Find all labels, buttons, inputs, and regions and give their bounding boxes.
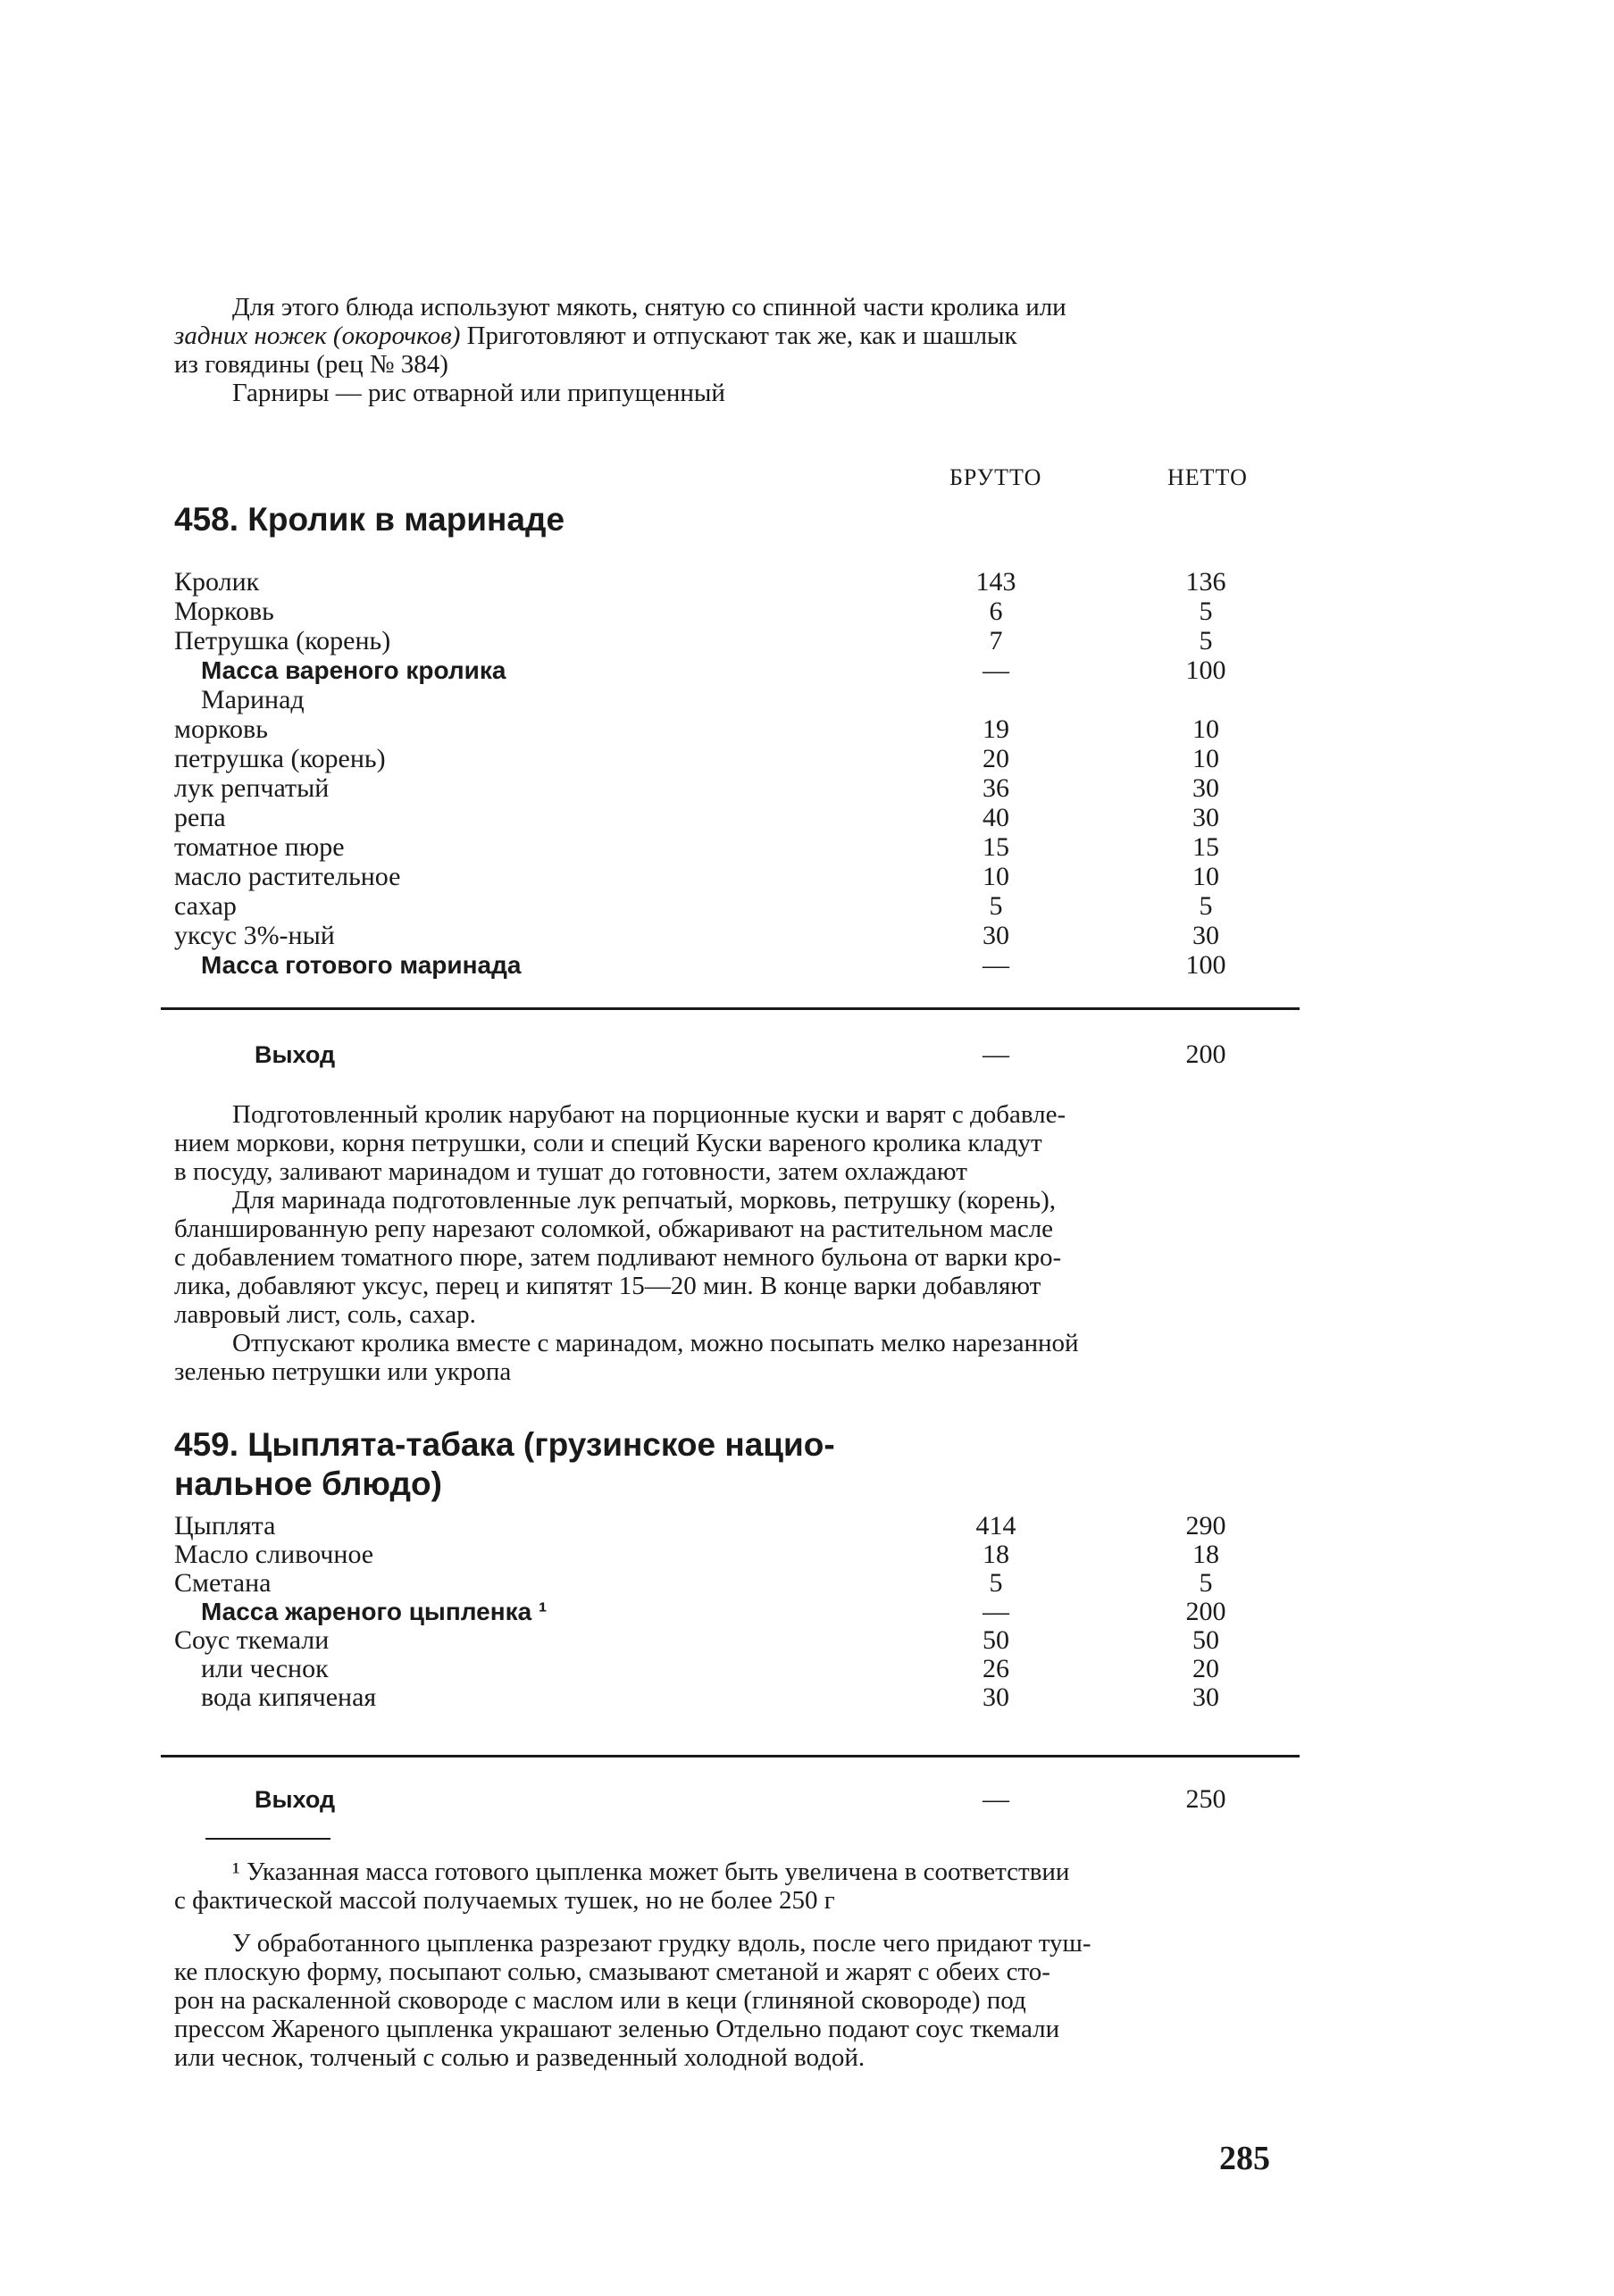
- ingredient-name: Сметана: [174, 1568, 272, 1598]
- yield-label: Выход: [255, 1786, 336, 1813]
- title-line: 459. Цыплята-табака (грузинское нацио-: [174, 1426, 835, 1463]
- intro-line: Для этого блюда используют мякоть, снятую со спинной части кролика или: [232, 293, 1066, 321]
- ingredient-name: масло растительное: [174, 862, 401, 891]
- ingredient-name: Соус ткемали: [174, 1625, 330, 1655]
- table-row: [174, 626, 1291, 655]
- ingredient-name: Масса готового маринада: [201, 951, 522, 979]
- brutto-value: 36: [983, 773, 1009, 803]
- netto-value: 136: [1185, 567, 1226, 597]
- brutto-value: —: [983, 1597, 1009, 1626]
- recipe-458-marinade-paragraph: [174, 1186, 1286, 1329]
- garnish-line: Гарниры — рис отварной или припущенный: [232, 379, 725, 407]
- ingredient-name: Кролик: [174, 567, 260, 597]
- recipe-458-method-paragraph: [174, 1100, 1286, 1186]
- netto-value: 50: [1192, 1625, 1219, 1655]
- netto-value: 250: [1185, 1784, 1226, 1814]
- netto-value: 30: [1192, 803, 1219, 832]
- text-line: или чеснок, толченый с солью и разведенный холодной водой.: [174, 2043, 866, 2072]
- netto-value: 100: [1185, 655, 1226, 685]
- netto-value: 200: [1185, 1597, 1226, 1626]
- ingredient-name: томатное пюре: [174, 832, 345, 862]
- brutto-value: 18: [983, 1540, 1009, 1569]
- footnote-rule: [205, 1838, 330, 1840]
- netto-value: 10: [1192, 862, 1219, 891]
- brutto-value: 10: [983, 862, 1009, 891]
- ingredient-name: или чеснок: [201, 1654, 329, 1683]
- netto-value: 200: [1185, 1039, 1226, 1069]
- table-row: [174, 655, 1291, 685]
- recipe-458-serving-paragraph: [174, 1329, 1286, 1386]
- netto-value: 5: [1199, 1568, 1213, 1598]
- footnote-line: ¹ Указанная масса готового цыпленка может быть увеличена в соответствии: [232, 1858, 1070, 1886]
- table-rule: [161, 1755, 1300, 1757]
- text-line: нием моркови, корня петрушки, соли и специй Куски вареного кролика кладут: [174, 1129, 1042, 1157]
- brutto-value: 30: [983, 921, 1009, 950]
- table-row: [174, 803, 1291, 832]
- recipe-459-method-paragraph: [174, 1929, 1286, 2072]
- brutto-value: 5: [989, 891, 1003, 921]
- table-row: [174, 891, 1291, 921]
- text-line: лавровый лист, соль, сахар.: [174, 1300, 476, 1329]
- table-row: [174, 1540, 1291, 1569]
- table-row: [174, 832, 1291, 862]
- table-row: [174, 1511, 1291, 1540]
- brutto-value: 15: [983, 832, 1009, 862]
- brutto-value: —: [983, 655, 1009, 685]
- table-row: [174, 1597, 1291, 1626]
- table-row: [174, 714, 1291, 744]
- netto-value: 10: [1192, 714, 1219, 744]
- text-line: рон на раскаленной сковороде с маслом или в кеци (глиняной сковороде) под: [174, 1986, 1026, 2015]
- table-row: [174, 1625, 1291, 1655]
- text-line: в посуду, заливают маринадом и тушат до готовности, затем охлаждают: [174, 1157, 967, 1186]
- intro-italic-text: задних ножек (окорочков): [174, 321, 461, 350]
- table-row: [174, 1654, 1291, 1683]
- netto-value: 30: [1192, 921, 1219, 950]
- ingredient-name: петрушка (корень): [174, 744, 386, 773]
- text-line: лика, добавляют уксус, перец и кипятят 15—20 мин. В конце варки добавляют: [174, 1272, 1041, 1300]
- brutto-value: 26: [983, 1654, 1009, 1683]
- ingredient-name: репа: [174, 803, 226, 832]
- table-row: [174, 567, 1291, 597]
- netto-value: 5: [1199, 626, 1213, 655]
- table-row: [174, 773, 1291, 803]
- yield-label: Выход: [255, 1041, 336, 1068]
- brutto-value: 7: [989, 626, 1003, 655]
- netto-value: 18: [1192, 1540, 1219, 1569]
- intro-line: из говядины (рец № 384): [174, 350, 448, 379]
- table-row: [174, 1568, 1291, 1598]
- ingredient-name: Петрушка (корень): [174, 626, 391, 655]
- netto-value: 100: [1185, 950, 1226, 980]
- brutto-value: 40: [983, 803, 1009, 832]
- ingredient-name: лук репчатый: [174, 773, 330, 803]
- text-line: ке плоскую форму, посыпают солью, смазывают сметаной и жарят с обеих сто-: [174, 1958, 1050, 1986]
- recipe-458-title: 458. Кролик в маринаде: [174, 501, 565, 538]
- table-row: [174, 685, 1291, 714]
- netto-value: 10: [1192, 744, 1219, 773]
- netto-value: 20: [1192, 1654, 1219, 1683]
- recipe-459-yield-row: [174, 1783, 1291, 1816]
- netto-value: 290: [1185, 1511, 1226, 1540]
- table-row: [174, 744, 1291, 773]
- ingredient-group-name: Маринад: [201, 685, 305, 714]
- brutto-value: 414: [975, 1511, 1016, 1540]
- text-line: Для маринада подготовленные лук репчатый, морковь, петрушку (корень),: [232, 1186, 1057, 1215]
- netto-value: 5: [1199, 891, 1213, 921]
- text-line: Отпускают кролика вместе с маринадом, можно посыпать мелко нарезанной: [232, 1329, 1079, 1357]
- table-row: [174, 921, 1291, 950]
- brutto-header: БРУТТО: [949, 464, 1042, 490]
- recipe-458-yield-row: [174, 1039, 1291, 1071]
- page-number: 285: [1219, 2140, 1270, 2177]
- netto-value: 30: [1192, 773, 1219, 803]
- netto-value: 30: [1192, 1682, 1219, 1712]
- brutto-value: 50: [983, 1625, 1009, 1655]
- text-line: прессом Жареного цыпленка украшают зеленью Отдельно подают соус ткемали: [174, 2015, 1060, 2043]
- table-row: [174, 597, 1291, 626]
- table-row: [174, 950, 1291, 980]
- intro-paragraph: [174, 293, 1286, 407]
- ingredient-name: вода кипяченая: [201, 1682, 377, 1712]
- intro-line-rest: Приготовляют и отпускают так же, как и шашлык: [466, 321, 1017, 350]
- ingredient-name: морковь: [174, 714, 268, 744]
- ingredient-name: Масса жареного цыпленка ¹: [201, 1598, 548, 1625]
- brutto-value: 143: [975, 567, 1016, 597]
- text-line: зеленью петрушки или укропа: [174, 1357, 512, 1386]
- table-rule: [161, 1007, 1300, 1010]
- brutto-value: 6: [989, 597, 1003, 626]
- ingredient-name: Масса вареного кролика: [201, 656, 506, 684]
- netto-value: 15: [1192, 832, 1219, 862]
- text-line: с добавлением томатного пюре, затем подливают немного бульона от варки кро-: [174, 1243, 1062, 1272]
- brutto-value: —: [983, 950, 1009, 980]
- brutto-value: 19: [983, 714, 1009, 744]
- text-line: бланшированную репу нарезают соломкой, обжаривают на растительном масле: [174, 1215, 1054, 1243]
- footnote: [174, 1858, 1286, 1915]
- brutto-value: 5: [989, 1568, 1003, 1598]
- text-line: Подготовленный кролик нарубают на порционные куски и варят с добавле-: [232, 1100, 1066, 1129]
- brutto-value: 30: [983, 1682, 1009, 1712]
- table-row: [174, 862, 1291, 891]
- footnote-line: с фактической массой получаемых тушек, но не более 250 г: [174, 1886, 835, 1915]
- recipe-459-title: [174, 1425, 835, 1504]
- brutto-value: —: [983, 1039, 1009, 1069]
- ingredient-name: Цыплята: [174, 1511, 276, 1540]
- title-line: нальное блюдо): [174, 1465, 442, 1502]
- text-line: У обработанного цыпленка разрезают грудку вдоль, после чего придают туш-: [232, 1929, 1091, 1958]
- table-row: [174, 1682, 1291, 1712]
- brutto-value: 20: [983, 744, 1009, 773]
- ingredient-name: Морковь: [174, 597, 274, 626]
- netto-value: 5: [1199, 597, 1213, 626]
- ingredient-name: уксус 3%-ный: [174, 921, 335, 950]
- brutto-value: —: [983, 1784, 1009, 1814]
- ingredient-name: сахар: [174, 891, 237, 921]
- netto-header: НЕТТО: [1167, 464, 1248, 490]
- ingredient-name: Масло сливочное: [174, 1540, 374, 1569]
